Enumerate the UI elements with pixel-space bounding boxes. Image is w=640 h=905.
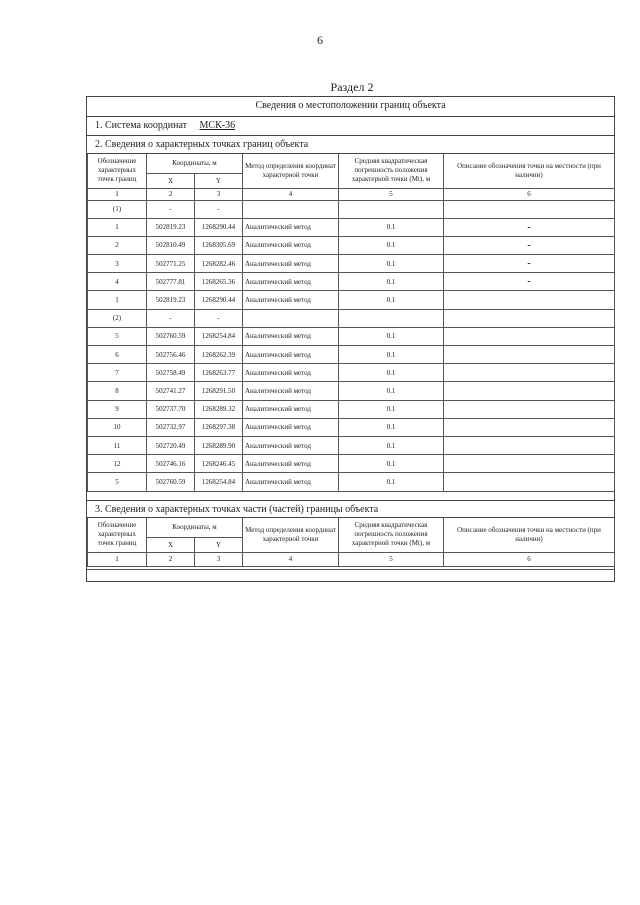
table-row [88, 436, 615, 454]
error-cell: 0.1 [339, 327, 444, 345]
coord-y: 1268305.69 [195, 236, 243, 254]
point-number: 1 [88, 291, 147, 309]
table-row [88, 255, 615, 273]
method-cell: Аналитический метод [243, 327, 339, 345]
description-cell [444, 455, 615, 473]
coord-y: 1268282.46 [195, 255, 243, 273]
section3-label: 3. Сведения о характерных точках части (частей) границы объекта [87, 500, 614, 518]
coord-y: - [195, 200, 243, 218]
col-x: X [147, 537, 195, 552]
point-number: 5 [88, 473, 147, 491]
error-cell: 0.1 [339, 255, 444, 273]
table-row [88, 400, 615, 418]
coord-x: 502756.46 [147, 346, 195, 364]
col-description: Описание обозначения точки на местности (при наличии) [444, 518, 615, 552]
description-cell [444, 382, 615, 400]
description-cell [444, 436, 615, 454]
page-number: 6 [317, 33, 323, 47]
col-num-3: 3 [195, 552, 243, 566]
error-cell: 0.1 [339, 364, 444, 382]
point-number: 6 [88, 346, 147, 364]
coord-x: 502819.23 [147, 291, 195, 309]
col-num-4: 4 [243, 552, 339, 566]
header-title: Сведения о местоположении границ объекта [87, 97, 614, 117]
coord-y: 1268262.39 [195, 346, 243, 364]
points-table [87, 154, 615, 492]
col-x: X [147, 173, 195, 188]
coord-x: 502810.49 [147, 236, 195, 254]
coord-x: 502777.81 [147, 273, 195, 291]
description-cell [444, 327, 615, 345]
table-row [88, 364, 615, 382]
description-cell [444, 291, 615, 309]
coord-system-value: МСК-36 [199, 120, 236, 131]
point-number: 7 [88, 364, 147, 382]
section-title: Раздел 2 [330, 80, 374, 94]
coord-y: 1268289.90 [195, 436, 243, 454]
description-cell [444, 309, 615, 327]
col-num-4: 4 [243, 188, 339, 200]
error-cell: 0.1 [339, 382, 444, 400]
error-cell: 0.1 [339, 236, 444, 254]
description-cell [444, 200, 615, 218]
empty-row [87, 569, 614, 582]
coord-y: 1268290.44 [195, 218, 243, 236]
col-num-5: 5 [339, 552, 444, 566]
point-number: 1 [88, 218, 147, 236]
error-cell: 0.1 [339, 291, 444, 309]
description-cell [444, 346, 615, 364]
method-cell: Аналитический метод [243, 255, 339, 273]
coord-y: - [195, 309, 243, 327]
col-y: Y [195, 173, 243, 188]
coord-y: 1268246.45 [195, 455, 243, 473]
coord-x: 502758.49 [147, 364, 195, 382]
point-number: 4 [88, 273, 147, 291]
col-coords: Координаты, м [147, 154, 243, 173]
error-cell: 0.1 [339, 400, 444, 418]
coord-x: 502760.59 [147, 473, 195, 491]
description-cell [444, 364, 615, 382]
table-row [88, 346, 615, 364]
coord-x: 502746.16 [147, 455, 195, 473]
col-num-1: 1 [88, 552, 147, 566]
method-cell: Аналитический метод [243, 400, 339, 418]
point-number: 8 [88, 382, 147, 400]
col-y: Y [195, 537, 243, 552]
table-row [88, 382, 615, 400]
error-cell: 0.1 [339, 346, 444, 364]
col-error: Средняя квадратическая погрешность положения характерной точки (Mt), м [339, 154, 444, 188]
point-number: 12 [88, 455, 147, 473]
column-numbers-row [88, 188, 615, 200]
column-numbers-row [88, 552, 615, 566]
description-cell [444, 473, 615, 491]
description-cell: - [444, 218, 615, 236]
table-row [88, 273, 615, 291]
point-number: 5 [88, 327, 147, 345]
coord-x: - [147, 309, 195, 327]
col-num-1: 1 [88, 188, 147, 200]
table-row [88, 291, 615, 309]
method-cell: Аналитический метод [243, 236, 339, 254]
method-cell: Аналитический метод [243, 273, 339, 291]
col-num-3: 3 [195, 188, 243, 200]
table-row [88, 200, 615, 218]
col-designation: Обозначение характерных точек границ [88, 154, 147, 188]
col-error: Средняя квадратическая погрешность положения характерной точки (Mt), м [339, 518, 444, 552]
method-cell: Аналитический метод [243, 218, 339, 236]
method-cell: Аналитический метод [243, 291, 339, 309]
method-cell: Аналитический метод [243, 364, 339, 382]
method-cell: Аналитический метод [243, 436, 339, 454]
error-cell [339, 200, 444, 218]
description-cell [444, 418, 615, 436]
error-cell [339, 309, 444, 327]
error-cell: 0.1 [339, 455, 444, 473]
coord-x: 502741.27 [147, 382, 195, 400]
method-cell [243, 309, 339, 327]
error-cell: 0.1 [339, 273, 444, 291]
col-num-6: 6 [444, 188, 615, 200]
error-cell: 0.1 [339, 436, 444, 454]
method-cell: Аналитический метод [243, 418, 339, 436]
coord-system-label: 1. Система координат [95, 120, 188, 131]
error-cell: 0.1 [339, 473, 444, 491]
col-coords: Координаты, м [147, 518, 243, 537]
method-cell: Аналитический метод [243, 455, 339, 473]
table-row [88, 218, 615, 236]
coord-x: - [147, 200, 195, 218]
coord-y: 1268291.50 [195, 382, 243, 400]
table-row [88, 418, 615, 436]
point-number: (1) [88, 200, 147, 218]
point-number: (2) [88, 309, 147, 327]
col-num-5: 5 [339, 188, 444, 200]
coord-y: 1268289.32 [195, 400, 243, 418]
section2-label: 2. Сведения о характерных точках границ объекта [87, 136, 614, 154]
description-cell: - [444, 255, 615, 273]
table-row [88, 327, 615, 345]
coord-y: 1268263.77 [195, 364, 243, 382]
table-row [88, 455, 615, 473]
method-cell: Аналитический метод [243, 382, 339, 400]
point-number: 2 [88, 236, 147, 254]
coord-y: 1268265.36 [195, 273, 243, 291]
table-row [88, 473, 615, 491]
method-cell: Аналитический метод [243, 346, 339, 364]
method-cell: Аналитический метод [243, 473, 339, 491]
method-cell [243, 200, 339, 218]
coord-y: 1268254.84 [195, 473, 243, 491]
col-method: Метод определения координат характерной точки [243, 518, 339, 552]
col-designation: Обозначение характерных точек границ [88, 518, 147, 552]
point-number: 3 [88, 255, 147, 273]
description-cell [444, 400, 615, 418]
point-number: 9 [88, 400, 147, 418]
coord-system-row [87, 116, 614, 136]
parts-table [87, 518, 615, 567]
point-number: 10 [88, 418, 147, 436]
table-row [88, 236, 615, 254]
coord-x: 502819.23 [147, 218, 195, 236]
document-frame [86, 96, 615, 582]
col-num-6: 6 [444, 552, 615, 566]
col-num-2: 2 [147, 552, 195, 566]
coord-x: 502760.59 [147, 327, 195, 345]
coord-x: 502771.25 [147, 255, 195, 273]
coord-x: 502732.97 [147, 418, 195, 436]
point-number: 11 [88, 436, 147, 454]
description-cell: - [444, 273, 615, 291]
coord-x: 502737.70 [147, 400, 195, 418]
col-method: Метод определения координат характерной точки [243, 154, 339, 188]
description-cell: - [444, 236, 615, 254]
error-cell: 0.1 [339, 418, 444, 436]
coord-y: 1268297.38 [195, 418, 243, 436]
table-row [88, 309, 615, 327]
error-cell: 0.1 [339, 218, 444, 236]
col-num-2: 2 [147, 188, 195, 200]
coord-y: 1268290.44 [195, 291, 243, 309]
coord-x: 502720.49 [147, 436, 195, 454]
coord-y: 1268254.84 [195, 327, 243, 345]
col-description: Описание обозначения точки на местности (при наличии) [444, 154, 615, 188]
